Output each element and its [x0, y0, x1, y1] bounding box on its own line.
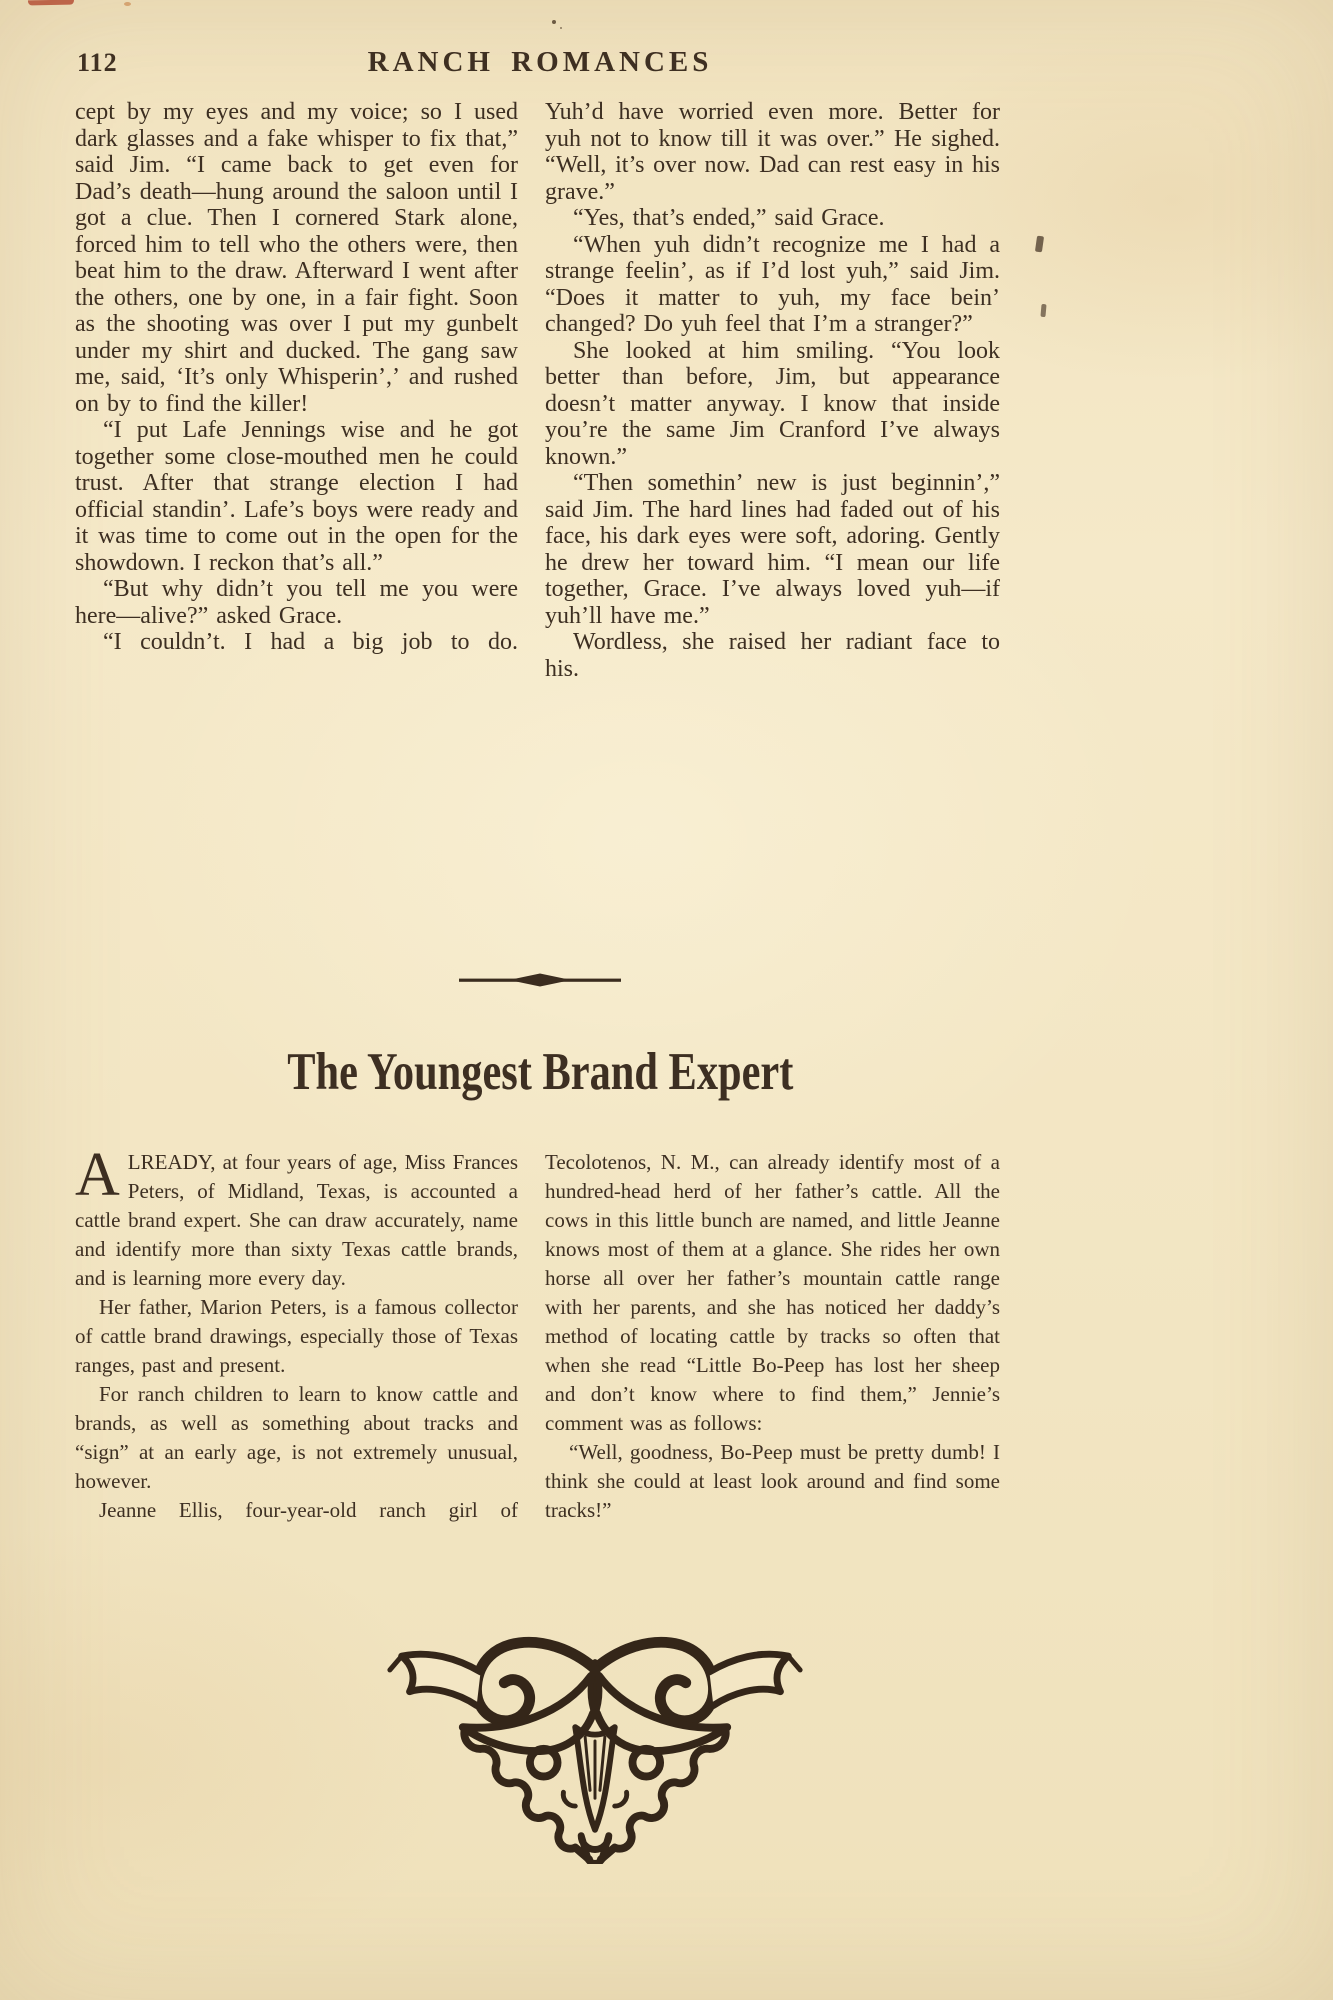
scan-artifact-edge-mark [1035, 236, 1044, 253]
paragraph: She looked at him smiling. “You look better than before, Jim, but appearance doesn’t matter anyway. I know that inside you’re the same Jim Cranford I’ve always known.” [545, 337, 1000, 470]
story-end-section [75, 99, 1000, 682]
paragraph: “When yuh didn’t recognize me I had a strange feelin’, as if I’d lost yuh,” said Jim. “Does it matter to yuh, my face bein’ changed? Do yuh feel that I’m a stranger?” [545, 231, 1000, 337]
story-right-column [545, 99, 1000, 682]
scan-artifact-edge-mark [1040, 304, 1046, 317]
paragraph: cept by my eyes and my voice; so I used dark glasses and a fake whisper to fix that,” said Jim. “I came back to get even for Dad’s death—hung around the saloon until I got a clue. Then I cornered Stark alone, forced him to tell who the others were, then beat him to the draw. Afterward I went after the others, one by one, in a fair fight. Soon as the shooting was over I put my gunbelt under my shirt and ducked. The gang saw me, said, ‘It’s only Whisperin’,’ and rushed on by to find the killer! [75, 99, 518, 417]
article-section [75, 1141, 1000, 1525]
paragraph: “Then somethin’ new is just beginnin’,” said Jim. The hard lines had faded out of his face, his dark eyes were soft, adoring. Gently he drew her toward him. “I mean our life together, Grace. I’ve always loved yuh—if yuh’ll have me.” [545, 470, 1000, 629]
paragraph: Tecolotenos, N. M., can already identify most of a hundred-head herd of her father’s cattle. All the cows in this little bunch are named, and little Jeanne knows most of them at a glance. She rides her own horse all over her father’s mountain cattle range with her parents, and she has noticed her daddy’s method of locating cattle by tracks so often that when she read “Little Bo-Peep has lost her sheep and don’t know where to find them,” Jennie’s comment was as follows: [545, 1150, 1000, 1435]
paragraph: “I put Lafe Jennings wise and he got together some close-mouthed men he could trust. After that strange election I had official standin’. Lafe’s boys were ready and it was time to come out in the open for the showdown. I reckon that’s all.” [75, 417, 518, 576]
paragraph: Her father, Marion Peters, is a famous collector of cattle brand drawings, especially those of Texas ranges, past and present. [75, 1295, 518, 1377]
page-number: 112 [77, 48, 118, 77]
scan-artifact-red-mark [28, 0, 74, 5]
paragraph: Jeanne Ellis, four-year-old ranch girl of [99, 1498, 518, 1522]
article-right-column [545, 1148, 1000, 1525]
paragraph: Yuh’d have worried even more. Better for yuh not to know till it was over.” He sighed. “Well, it’s over now. Dad can rest easy in his grave.” [545, 99, 1000, 205]
masthead [75, 46, 1005, 82]
engraved-acanthus-tailpiece-icon [378, 1616, 812, 1864]
paragraph: Wordless, she raised her radiant face to his. [545, 629, 1000, 682]
tailpiece-ornament [378, 1616, 812, 1864]
section-divider [75, 972, 1005, 993]
article-left-column [75, 1141, 518, 1525]
paragraph: “Well, goodness, Bo-Peep must be pretty dumb! I think she could at least look around and find some tracks!” [545, 1440, 1000, 1522]
article-title: The Youngest Brand Expert [286, 1043, 794, 1101]
paragraph: “But why didn’t you tell me you were here—alive?” asked Grace. [75, 576, 518, 629]
paragraph: ALREADY, at four years of age, Miss Frances Peters, of Midland, Texas, is accounted a cattle brand expert. She can draw accurately, name and identify more than sixty Texas cattle brands, and is learning more every day. [75, 1141, 518, 1290]
drop-cap: A [75, 1141, 120, 1209]
running-title: RANCH ROMANCES [367, 46, 713, 78]
paragraph: “I couldn’t. I had a big job to do. [103, 629, 518, 655]
paragraph: “Yes, that’s ended,” said Grace. [573, 205, 885, 231]
story-left-column [75, 99, 518, 682]
diamond-rule-icon [459, 972, 621, 988]
paragraph: For ranch children to learn to know cattle and brands, as well as something about tracks and “sign” at an early age, is not extremely unusual, however. [75, 1382, 518, 1493]
